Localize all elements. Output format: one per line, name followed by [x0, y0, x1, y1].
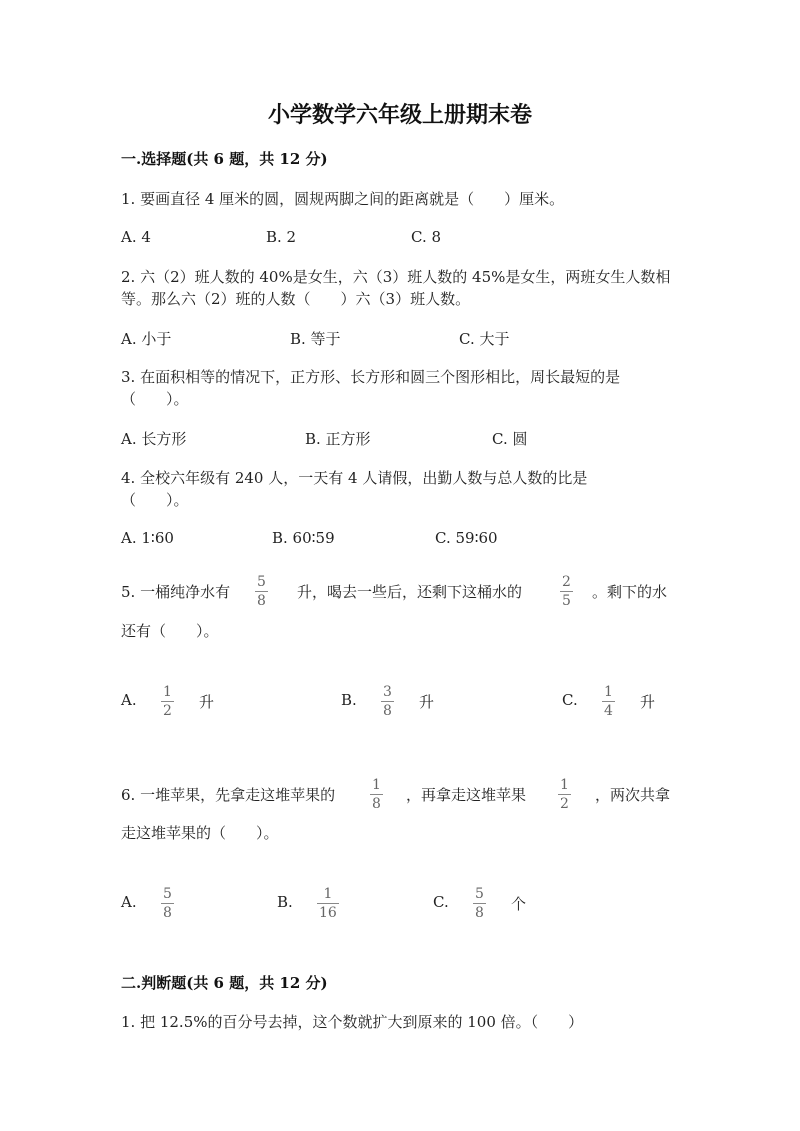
question-6-line-2: 走这堆苹果的（ ）。	[121, 824, 279, 842]
q5-fraction-1	[255, 575, 268, 608]
fraction-bar	[161, 701, 174, 702]
question-3-line-1: 3. 在面积相等的情况下，正方形、长方形和圆三个图形相比，周长最短的是	[121, 368, 621, 386]
q1-option-b: B. 2	[266, 228, 297, 246]
question-1: 1. 要画直径 4 厘米的圆，圆规两脚之间的距离就是（ ）厘米。	[121, 190, 565, 208]
q3-option-b: B. 正方形	[305, 430, 371, 448]
q5-option-c-unit: 升	[640, 693, 656, 711]
fraction-bar	[317, 903, 339, 904]
question-5-part-2: 升，喝去一些后，还剩下这桶水的	[297, 583, 523, 601]
question-2-line-1: 2. 六（2）班人数的 40%是女生，六（3）班人数的 45%是女生，两班女生人数相	[121, 268, 671, 286]
q6-option-b-fraction	[317, 887, 339, 920]
fraction-numerator: 5	[475, 886, 484, 902]
fraction-bar	[560, 591, 573, 592]
fraction-bar	[381, 701, 394, 702]
fraction-bar	[558, 794, 571, 795]
fraction-numerator: 1	[372, 777, 381, 793]
fraction-numerator: 5	[257, 574, 266, 590]
judgement-question-1: 1. 把 12.5%的百分号去掉，这个数就扩大到原来的 100 倍。（ ）	[121, 1013, 584, 1031]
q6-option-a-fraction	[161, 887, 174, 920]
fraction-numerator: 3	[383, 684, 392, 700]
q4-option-a: A. 1∶60	[121, 529, 174, 547]
fraction-numerator: 1	[163, 684, 172, 700]
q1-option-a: A. 4	[121, 228, 151, 246]
fraction-denominator: 2	[163, 703, 172, 719]
fraction-numerator: 5	[163, 886, 172, 902]
q4-option-b: B. 60∶59	[272, 529, 335, 547]
section-heading-choice: 一.选择题(共 6 题，共 12 分)	[121, 150, 328, 168]
fraction-numerator: 2	[562, 574, 571, 590]
fraction-denominator: 8	[383, 703, 392, 719]
q6-option-c-label: C.	[433, 893, 449, 911]
fraction-denominator: 8	[163, 905, 172, 921]
question-2-line-2: 等。那么六（2）班的人数（ ）六（3）班人数。	[121, 290, 471, 308]
question-5-line-2: 还有（ ）。	[121, 622, 219, 640]
q5-option-b-label: B.	[341, 691, 357, 709]
fraction-bar	[473, 903, 486, 904]
question-5-part-1: 5. 一桶纯净水有	[121, 583, 231, 601]
q5-option-b-fraction	[381, 685, 394, 718]
q6-fraction-1	[370, 778, 383, 811]
question-3-line-2: （ ）。	[121, 390, 189, 408]
q5-option-c-fraction	[602, 685, 615, 718]
fraction-denominator: 16	[319, 905, 337, 921]
question-4-line-1: 4. 全校六年级有 240 人，一天有 4 人请假，出勤人数与总人数的比是	[121, 469, 588, 487]
q6-option-b-label: B.	[277, 893, 293, 911]
q6-option-a-label: A.	[121, 893, 137, 911]
section-heading-judgement: 二.判断题(共 6 题，共 12 分)	[121, 974, 328, 992]
fraction-bar	[602, 701, 615, 702]
q6-option-c-fraction	[473, 887, 486, 920]
q5-option-a-label: A.	[121, 691, 137, 709]
question-6-part-3: ，两次共拿	[595, 786, 671, 804]
q3-option-c: C. 圆	[492, 430, 528, 448]
q2-option-b: B. 等于	[290, 330, 341, 348]
fraction-numerator: 1	[323, 886, 333, 902]
fraction-bar	[370, 794, 383, 795]
fraction-denominator: 8	[257, 593, 266, 609]
question-6-part-1: 6. 一堆苹果，先拿走这堆苹果的	[121, 786, 336, 804]
q6-option-c-unit: 个	[511, 895, 527, 913]
fraction-denominator: 8	[372, 796, 381, 812]
q1-option-c: C. 8	[411, 228, 442, 246]
q3-option-a: A. 长方形	[121, 430, 187, 448]
q5-fraction-2	[560, 575, 573, 608]
q2-option-c: C. 大于	[459, 330, 510, 348]
question-5-part-3: 。剩下的水	[592, 583, 668, 601]
q4-option-c: C. 59∶60	[435, 529, 498, 547]
q5-option-c-label: C.	[562, 691, 578, 709]
fraction-bar	[255, 591, 268, 592]
page-title: 小学数学六年级上册期末卷	[267, 102, 532, 128]
fraction-bar	[161, 903, 174, 904]
question-4-line-2: （ ）。	[121, 491, 189, 509]
q5-option-a-fraction	[161, 685, 174, 718]
fraction-denominator: 4	[604, 703, 613, 719]
fraction-denominator: 2	[560, 796, 569, 812]
fraction-denominator: 5	[562, 593, 571, 609]
q2-option-a: A. 小于	[121, 330, 172, 348]
question-6-part-2: ，再拿走这堆苹果	[406, 786, 527, 804]
q6-fraction-2	[558, 778, 571, 811]
fraction-denominator: 8	[475, 905, 484, 921]
fraction-numerator: 1	[604, 684, 613, 700]
q5-option-b-unit: 升	[419, 693, 435, 711]
q5-option-a-unit: 升	[199, 693, 215, 711]
fraction-numerator: 1	[560, 777, 569, 793]
